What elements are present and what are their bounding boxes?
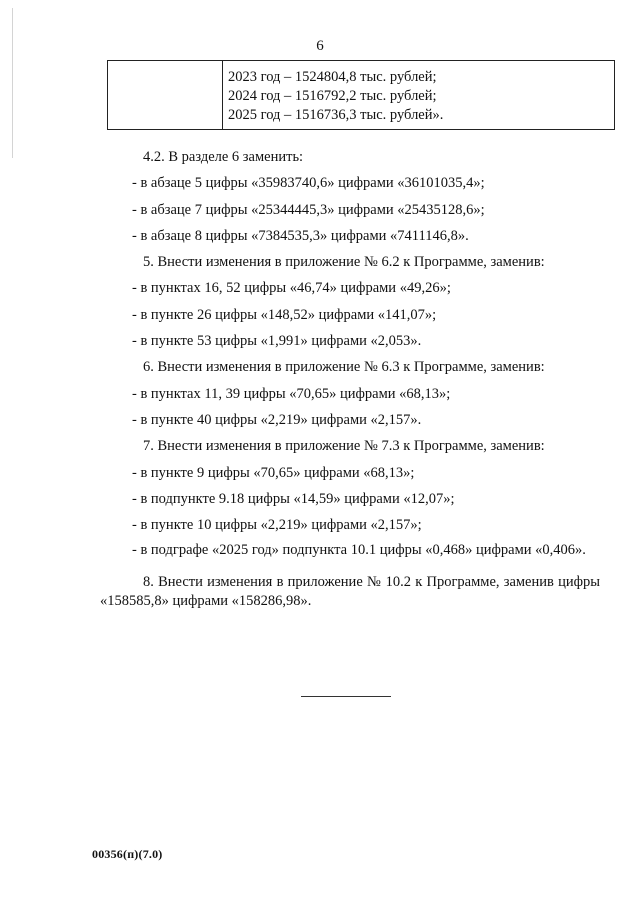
page-number: 6 bbox=[316, 38, 324, 54]
list-item: - в пунктах 11, 39 цифры «70,65» цифрами «68,13»; bbox=[132, 385, 451, 402]
document-code: 00356(п)(7.0) bbox=[92, 847, 163, 861]
list-item: - в пункте 10 цифры «2,219» цифрами «2,157»; bbox=[132, 517, 422, 534]
funding-line-2024: 2024 год – 1516792,2 тыс. рублей; bbox=[228, 88, 437, 104]
list-item: - в абзаце 8 цифры «7384535,3» цифрами «7411146,8». bbox=[132, 227, 469, 244]
list-item: - в подпункте 9.18 цифры «14,59» цифрами «12,07»; bbox=[132, 490, 455, 507]
list-item: - в пункте 9 цифры «70,65» цифрами «68,13»; bbox=[132, 464, 415, 481]
funding-line-2023: 2023 год – 1524804,8 тыс. рублей; bbox=[228, 69, 437, 85]
table-cell-funding bbox=[228, 68, 443, 125]
list-item: - в подграфе «2025 год» подпункта 10.1 цифры «0,468» цифрами «0,406». bbox=[132, 542, 586, 559]
document-body bbox=[100, 144, 600, 615]
list-item: - в абзаце 7 цифры «25344445,3» цифрами «25435128,6»; bbox=[132, 201, 485, 218]
list-item: - в пункте 40 цифры «2,219» цифрами «2,157». bbox=[132, 411, 422, 428]
end-of-text-rule bbox=[301, 696, 391, 697]
paragraph-section-4-2: 4.2. В разделе 6 заменить: bbox=[143, 149, 304, 165]
list-item: - в абзаце 5 цифры «35983740,6» цифрами «36101035,4»; bbox=[132, 175, 485, 192]
table-column-divider bbox=[222, 61, 223, 129]
paragraph-item-8: 8. Внести изменения в приложение № 10.2 к Программе, заменив цифры «158585,8» цифрами «158286,98». bbox=[100, 574, 600, 610]
paragraph-item-7: 7. Внести изменения в приложение № 7.3 к Программе, заменив: bbox=[143, 438, 545, 455]
funding-table bbox=[107, 60, 615, 130]
list-item: - в пунктах 16, 52 цифры «46,74» цифрами «49,26»; bbox=[132, 280, 451, 297]
list-item: - в пункте 26 цифры «148,52» цифрами «141,07»; bbox=[132, 306, 437, 323]
funding-line-2025: 2025 год – 1516736,3 тыс. рублей». bbox=[228, 107, 444, 123]
scan-margin-line bbox=[12, 8, 13, 158]
paragraph-item-6: 6. Внести изменения в приложение № 6.3 к Программе, заменив: bbox=[143, 359, 545, 376]
paragraph-item-5: 5. Внести изменения в приложение № 6.2 к Программе, заменив: bbox=[143, 254, 545, 271]
list-item: - в пункте 53 цифры «1,991» цифрами «2,053». bbox=[132, 333, 422, 350]
